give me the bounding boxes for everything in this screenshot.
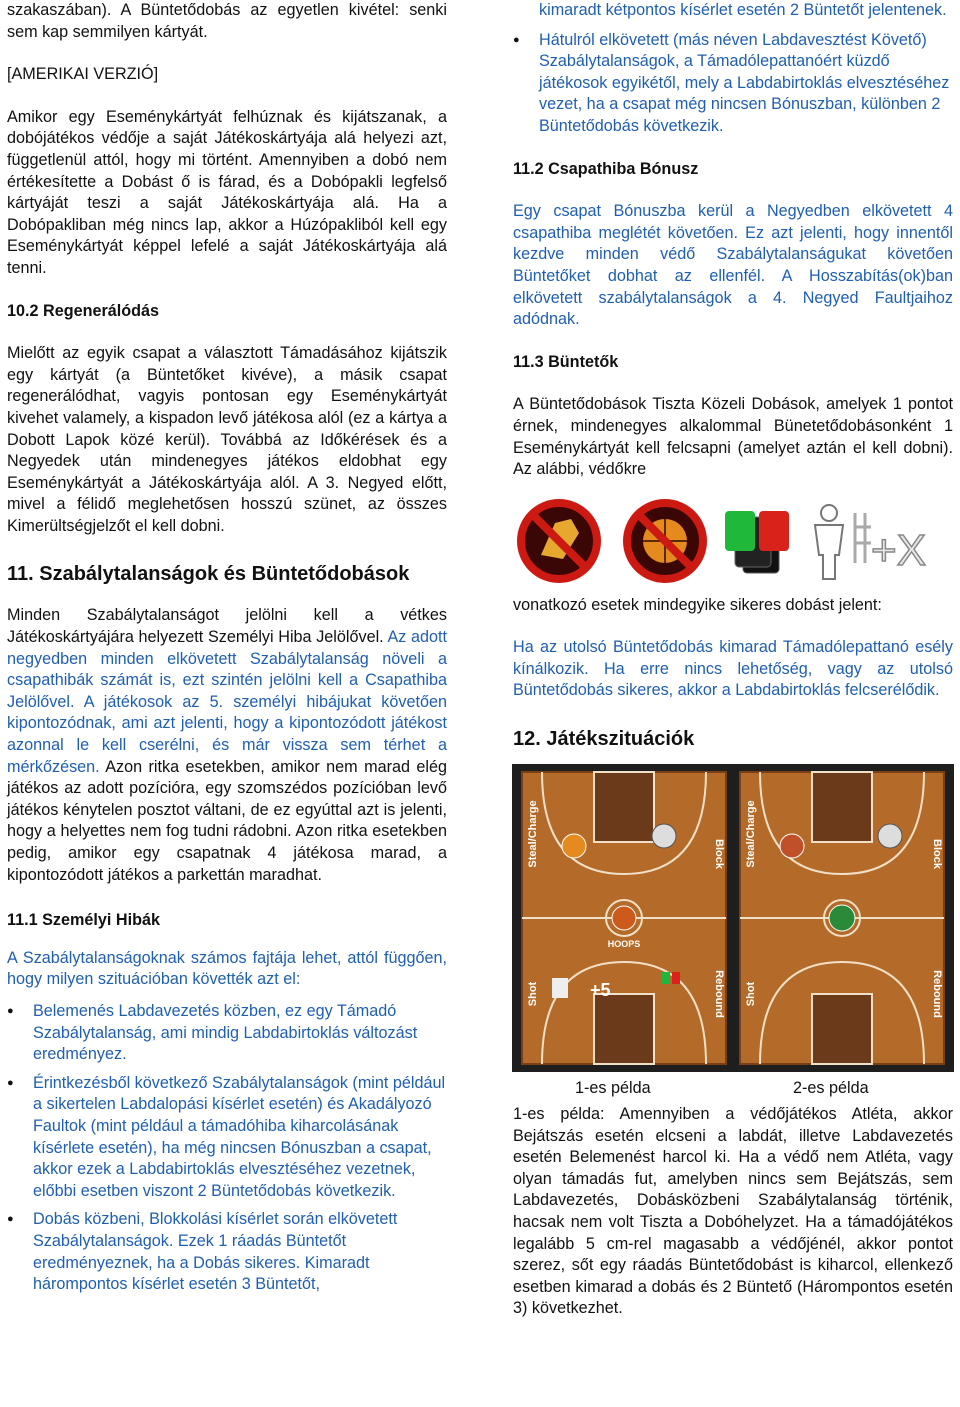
section-11-1-heading: 11.1 Személyi Hibák [7,911,160,930]
court-right [740,772,944,1064]
plus-five-label: +5 [590,980,611,1001]
section-11-3-text: A Büntetődobások Tiszta Közeli Dobások, amelyek 1 pontot érnek, mindenegyes alkalommal Bünetetődobásonként 1 Eseménykártyát kell felcsapni (amelyet aztán el kell dobni). Az alábbi, védőkre [513,395,953,479]
block-label: Block [713,839,725,870]
section-11-3-text-cont: vonatkozó esetek mindegyike sikeres dobást jelent: [513,595,882,614]
rebound-label: Rebound [931,970,943,1018]
steal-hand-icon [780,834,804,858]
plus-x-label: +X [871,525,927,575]
section-12-heading: 12. Játékszituációk [513,728,695,751]
court-illustration [512,764,954,1072]
list-item-continuation: kimaradt kétpontos kísérlet esetén 2 Büntetőt jelentenek. [539,1,947,19]
american-version-heading: [AMERIKAI VERZIÓ] [7,65,159,84]
penalty-icons-row [513,493,953,589]
image-captions [513,1078,953,1102]
team-logo-label: HOOPS [607,939,641,950]
example-1-text: 1-es példa: Amennyiben a védőjátékos Atléta, akkor Bejátszás esetén elcseni a labdát, illetve Labdavezetés esetén Belemenést harcol ki. Ha a védő nem Atléta, vagy olyan támadás fut, amelyben nincs sem Bejátszás, sem Labdavezetés, Dobásközbeni Szabálytalanság történik, hacsak nem volt Tiszta a Dobóhelyzet. Ha a támadójátékos legalább 5 cm-rel magasabb a védőjénél, akkor pontot szerez, sőt egy ráadás Büntetődobást is kiharcol, ellenkező esetben kimarad a dobás és 2 Büntető (Hárompontos esetén 3) következhet. [513,1105,953,1318]
ball-icon [562,834,586,858]
foul-types-list [7,1001,447,1296]
section-11-text-part1: Minden Szabálytalanságot jelölni kell a vétkes Játékoskártyájára helyezett Személyi Hiba Jelölővel. [7,606,447,647]
list-item: ● Érintkezésből következő Szabálytalanságok (mint például a sikertelen Labdalopási kísérlet esetén) és Akadályozó Faultok (mint például a támadóhiba kiharcolásának kísérlete esetén), ha még nincsen Bónuszban a csapat, akkor ezek a Labdabirtoklás elvesztéséhez vezetnek, előbbi esetben viszont 2 Büntetődobás következik. [7,1073,447,1203]
block-label: Block [931,839,943,870]
section-11-1-text: A Szabálytalanságoknak számos fajtája lehet, attól függően, hogy milyen szituációban követték azt el: [7,948,447,989]
right-column [513,0,953,1320]
no-basketball-icon [627,503,703,579]
penalty-icons [513,493,953,589]
section-11-2-heading: 11.2 Csapathiba Bónusz [513,159,699,178]
foul-cards-icon [725,511,789,573]
section-11-text-part2: Az adott negyedben minden elkövetett Szabálytalanság növeli a csapathibák számát is, ezt szintén jelölni kell a Csapathiba Jelölővel. A játékosok az 5. személyi hibájukat követően kipontozódnak, ami azt jelenti, hogy a kipontozódott játékost azonnal le kell cserélni, és már vissza sem térhet a mérkőzésen. [7,628,447,776]
section-11-3-blue-text: Ha az utolsó Büntetődobás kimarad Támadólepattanó esély kínálkozik. Ha erre nincs lehetőség, vagy az utolsó Büntetődobás sikeres, akkor a Labdabirtoklás felcserélődik. [513,638,953,700]
section-10-2-heading: 10.2 Regenerálódás [7,301,160,320]
caption-example-2: 2-es példa [793,1079,869,1098]
team-logo-icon [612,906,636,930]
section-11-text [7,605,447,886]
caption-example-1: 1-es példa [575,1079,651,1098]
section-11-heading: 11. Szabálytalanságok és Büntetődobások [7,563,410,586]
player-plus-x-icon [815,505,926,579]
section-11-2-text: Egy csapat Bónuszba kerül a Negyedben elkövetett 4 csapathiba meglétét követően. Ez azt jelenti, hogy innentől kezdve minden védő Szabálytalanságukat követően Büntetőket dobhat az ellenfél. A Hosszabítás(ok)ban elkövetett szabálytalanságok a 4. Negyed Faultjaihoz adódnak. [513,202,953,329]
foul-types-list-cont [513,30,953,138]
steal-charge-label: Steal/Charge [745,800,757,868]
whistle-icon [652,824,676,848]
american-version-text: Amikor egy Eseménykártyát felhúznak és kijátszanak, a dobójátékos védője a saját Játékoskártyája alá helyezi azt, függetlenül attól, hogy mi történt. Amennyiben a dobó nem értékesítette a Dobást ő is fárad, és a Dobópakli legfelső kártyáját teszi a saját Játékoskártyája alá. Ha a Dobópakliban még nincs lap, akkor a Húzópakliból kell egy Eseménykártyát képpel lefelé a saját Játékoskártyája alá tenni. [7,107,447,277]
no-steal-icon [521,503,597,579]
shot-label: Shot [527,981,539,1007]
left-column [7,0,447,1303]
whistle-icon [878,824,902,848]
steal-charge-label: Steal/Charge [527,800,539,868]
list-item: ● Belemenés Labdavezetés közben, ez egy Támadó Szabálytalanság, ami mindig Labdabirtoklás változást eredményez. [7,1001,447,1066]
section-11-text-part3: Azon ritka esetekben, amikor nem marad elég játékos az adott pozícióra, egy szomszédos pozícióban levő játékos kénytelen posztot váltani, de ez egyúttal azt is jelenti, hogy a helyettes nem fog tudni rádobni. Azon ritka esetekben pedig, amikor egy csapatnak 4 játékosa marad, a kipontozódott játékos a parkettán maradhat. [7,757,447,884]
court-left [522,772,726,1064]
section-10-2-text: Mielőtt az egyik csapat a választott Támadásához kijátszik egy kártyát (a Büntetőket kivéve), a másik csapat regenerálódhat, vagyis pontosan egy Eseménykártyát kivehet valamely, a kispadon levő játékosa alól (ez a kártya a Dobott Lapok közé kerül). Továbbá az Időkérések és a Negyedek után mindenegyes játékos eldobhat egy Eseménykártyát a Játékoskártyája alól. A 3. Negyed előtt, mivel a félidő meglehetősen hosszú szünet, az összes Kimerültségjelzőt el kell dobni. [7,344,447,535]
list-item: ● Dobás közbeni, Blokkolási kísérlet során elkövetett Szabálytalanságok. Ezek 1 ráadás Büntetőt eredményeznek, ha a Dobás sikeres. Kimaradt hárompontos kísérlet esetén 3 Büntetőt, [7,1209,447,1295]
shot-label: Shot [745,981,757,1007]
list-item: ● Hátulról elkövetett (más néven Labdavesztést Követő) Szabálytalanságok, a Támadólepattanóért küzdő játékosok egyikétől, mely a Labdabirtoklás elvesztéséhez vezet, ha a csapat még nincsen Bónuszban, különben 2 Büntetődobás következik. [513,30,953,138]
rebound-label: Rebound [713,970,725,1018]
intro-paragraph: szakaszában). A Büntetődobás az egyetlen kivétel: senki sem kap semmilyen kártyát. [7,1,447,41]
team-logo-icon [829,905,855,931]
section-11-3-heading: 11.3 Büntetők [513,352,619,371]
game-situation-image [512,764,953,1072]
